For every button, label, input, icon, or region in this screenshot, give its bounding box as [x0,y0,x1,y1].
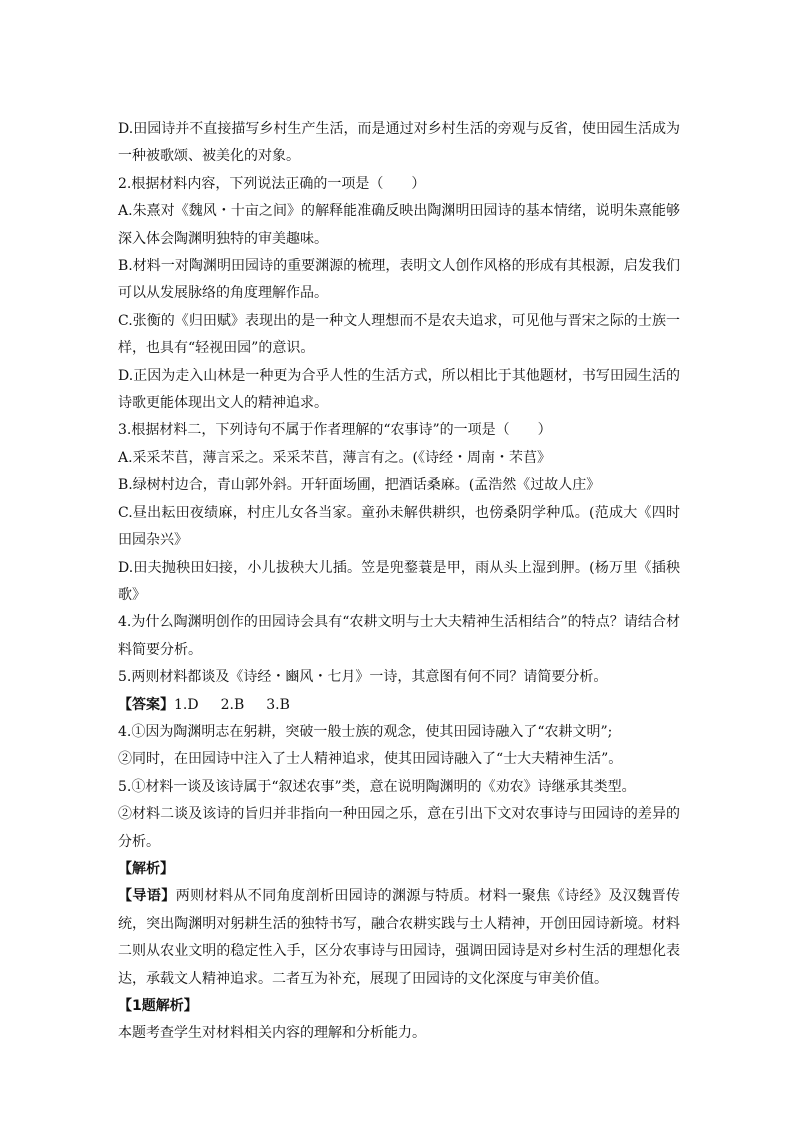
q3-stem: 3.根据材料二，下列诗句不属于作者理解的“农事诗”的一项是（ ） [118,422,552,439]
document-body [118,116,680,1048]
answer-5-part-1: 5.①材料一谈及该诗属于“叙述农事”类，意在说明陶渊明的《劝农》诗继承其类型。 [118,778,636,795]
q3-option-d: D.田夫抛秧田妇接，小儿拔秧大儿插。笠是兜鍪蓑是甲，雨从头上湿到胛。(杨万里《插秧歌》 [118,559,680,603]
q5-stem: 5.两则材料都谈及《诗经・豳风・七月》一诗，其意图有何不同？请简要分析。 [118,669,608,686]
q1-analysis-label: 【1题解析】 [118,998,198,1014]
analysis-label: 【解析】 [118,860,174,877]
answer-1: 1.D [174,696,199,713]
q2-option-d: D.正因为走入山林是一种更为合乎人性的生活方式，所以相比于其他题材，书写田园生活的诗歌更能体现出文人的精神追求。 [118,367,680,412]
q2-stem: 2.根据材料内容，下列说法正确的一项是（ ） [118,175,426,192]
q3-option-c: C.昼出耘田夜绩麻，村庄儿女各当家。童孙未解供耕织，也傍桑阴学种瓜。(范成大《四时田园杂兴》 [118,504,680,549]
q3-option-a: A.采采芣苢，薄言采之。采采芣苢，薄言有之。(《诗经・周南・芣苢》 [118,449,552,466]
guide-paragraph [118,883,680,993]
q1-option-d: D.田园诗并不直接描写乡村生产生活，而是通过对乡村生活的旁观与反省，使田园生活成为一种被歌颂、被美化的对象。 [118,121,680,165]
q2-option-c: C.张衡的《归田赋》表现出的是一种文人理想而不是农夫追求，可见他与晋宋之际的士族一样，也具有“轻视田园”的意识。 [118,312,680,357]
answer-3: 3.B [266,696,290,713]
q2-option-a: A.朱熹对《魏风・十亩之间》的解释能准确反映出陶渊明田园诗的基本情绪，说明朱熹能够深入体会陶渊明独特的审美趣味。 [118,203,680,247]
q4-stem: 4.为什么陶渊明创作的田园诗会具有“农耕文明与士大夫精神生活相结合”的特点？请结合材料简要分析。 [118,614,680,658]
answer-line [118,692,680,719]
answer-4-part-2: ②同时，在田园诗中注入了士人精神追求，使其田园诗融入了“士大夫精神生活”。 [118,751,623,768]
answer-4-part-1: 4.①因为陶渊明志在躬耕，突破一般士族的观念，使其田园诗融入了“农耕文明”; [118,723,613,740]
answer-2: 2.B [220,696,245,713]
q3-option-b: B.绿树村边合，青山郭外斜。开轩面场圃，把酒话桑麻。(孟浩然《过故人庄》 [118,477,601,494]
q1-analysis-text: 本题考查学生对材料相关内容的理解和分析能力。 [118,1025,426,1042]
answer-5-part-2: ②材料二谈及该诗的旨归并非指向一种田园之乐，意在引出下文对农事诗与田园诗的差异的分析。 [118,806,680,850]
q2-option-b: B.材料一对陶渊明田园诗的重要渊源的梳理，表明文人创作风格的形成有其根源，启发我们可以从发展脉络的角度理解作品。 [118,258,680,302]
guide-text: 两则材料从不同角度剖析田园诗的渊源与特质。材料一聚焦《诗经》及汉魏晋传统，突出陶渊明对躬耕生活的独特书写，融合农耕实践与士人精神，开创田园诗新境。材料二则从农业文明的稳定性入手，区分农事诗与田园诗，强调田园诗是对乡村生活的理想化表达，承载文人精神追求。二者互为补充，展现了田园诗的文化深度与审美价值。 [118,888,681,987]
guide-label: 【导语】 [118,888,176,905]
answer-label: 【答案】 [118,696,174,713]
